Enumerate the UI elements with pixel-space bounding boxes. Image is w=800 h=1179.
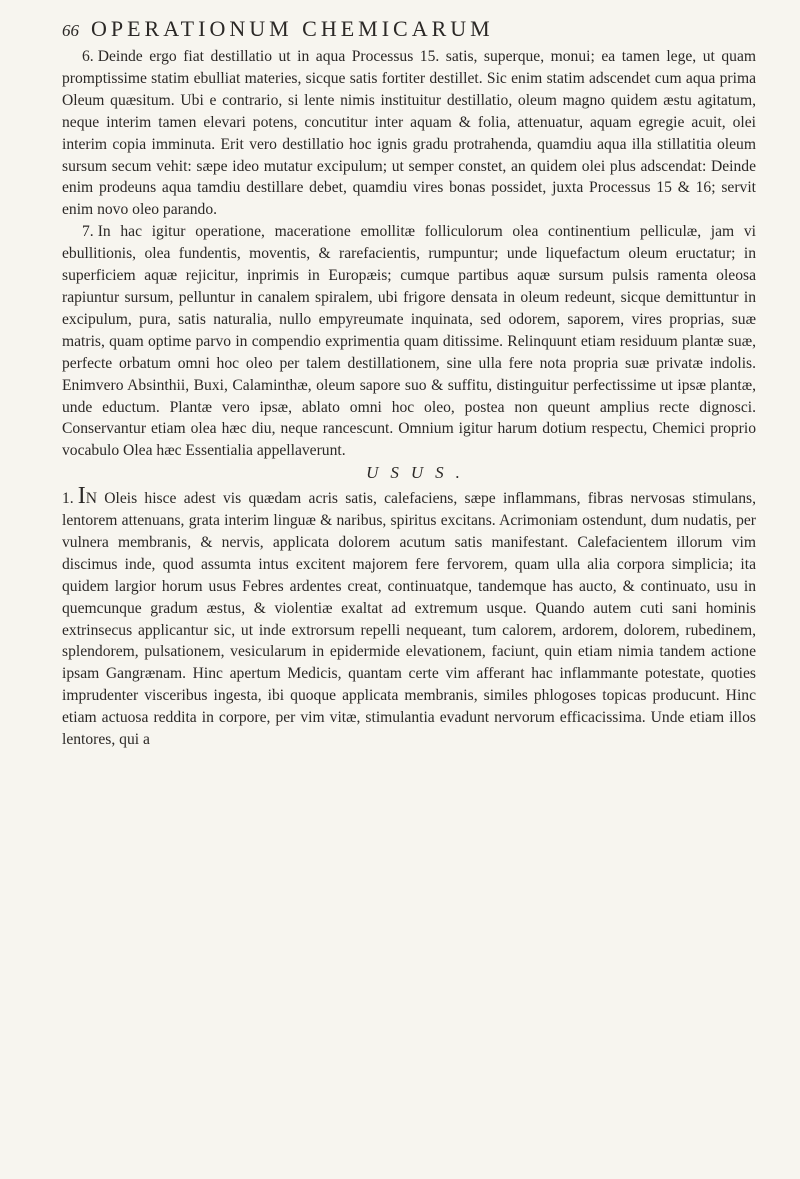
running-head [62, 16, 762, 42]
paragraph-text: N Oleis hisce adest vis quædam acris satis, calefaciens, sæpe inflammans, fibras nervosas stimulans, lentorem attenuans, grata interim linguæ & naribus, spiritus excitans. Acrimoniam ostendunt, dum nudatis, per vulnera membranis, & nervis, applicata dolorem acutum satis manifestant. Calefacientem illorum vim discimus inde, quod assumta intus excitent majorem fere fervorem, quam ulla alia corpora simplicia; ita quidem largior horum usus Febres ardentes creat, continuatque, tandemque has aucto, & continuato, usu in quemcunque gradum æstus, & violentiæ exaltat ad extremum usque. Quando autem cuti sani hominis extrinsecus applicantur sic, ut inde extrorsum repelli nequeant, tum calorem, ardorem, dolorem, rubedinem, splendorem, pulsationem, vesicularum in epidermide elevationem, faciunt, quin etiam nimia tandem actione ipsam Gangrænam. Hinc apertum Medicis, quantam certe vim afferant hac inflammante potestate, quoties imprudenter visceribus ingesta, ibi quoque applicata membranis, similes phlogoses topicas producunt. Hinc etiam actuosa reddita in corpore, per vim vitæ, stimulantia evadunt nervorum efficacissima. Unde etiam illos lentores, qui a [62, 490, 756, 749]
paragraph-number: 6. [82, 48, 94, 65]
paragraph-6 [62, 46, 756, 221]
drop-cap: I [77, 483, 86, 510]
body-text [62, 46, 756, 751]
paragraph-text: In hac igitur operatione, maceratione emollitæ folliculorum olea continentium pelliculæ, jam vi ebullitionis, olea fundentis, moventis, & rarefacientis, rumpuntur; unde liquefactum oleum eructatur; in superficiem aquæ rejicitur, inprimis in Europæis; cumque partibus aquæ sursum pulsis ramenta oleosa rapiuntur sursum, pelluntur in canalem spiralem, ubi frigore densata in oleum redeunt, sicque demittuntur in excipulum, pura, satis naturalia, nullo empyreumate inquinata, sed odorem, saporem, vires proprias, suæ matris, quam optime parvo in compendio exprimentia quam ditissime. Relinquunt etiam residuum plantæ suæ, perfecte orbatum omni hoc oleo per talem destillationem, sine ulla fere nota propria suæ privatæ indolis. Enimvero Absinthii, Buxi, Calaminthæ, oleum sapore suo & suffitu, distinguitur perfectissime ut ipsæ plantæ, unde eductum. Plantæ vero ipsæ, ablato omni hoc oleo, postea non queunt amplius recte dignosci. Conservantur etiam olea hæc diu, neque rancescunt. Omnium igitur harum dotium respectu, Chemici proprio vocabulo Olea hæc Essentialia appellaverunt. [62, 223, 756, 460]
paragraph-7 [62, 221, 756, 462]
usus-paragraph-1 [62, 484, 756, 751]
page-number: 66 [62, 21, 79, 40]
running-title: OPERATIONUM CHEMICARUM [91, 16, 494, 41]
section-heading-usus: USUS. [366, 463, 472, 483]
paragraph-number: 1. [62, 490, 74, 508]
paragraph-text: Deinde ergo fiat destillatio ut in aqua Processus 15. satis, superque, monui; ea tamen lege, ut quam promptissime statim ebulliat materies, sicque satis fortiter destillet. Sic enim statim adscendet cum aqua prima Oleum quæsitum. Ubi e contrario, si lente nimis instituitur destillatio, oleum magno quidem æstu agitatum, neque interim tamen elevari potens, concutitur inter aquam & folia, attenuatur, aquam egregie acuit, olei interim copia imminuta. Erit vero destillatio hoc ignis gradu protrahenda, quamdiu aqua illa stillatitia oleum sursum secum vehit: sæpe ideo mutatur excipulum; ut semper constet, an quidem olei plus adscendat: Deinde enim prodeuns aqua tamdiu destillare debet, quamdiu vires bonas possidet, juxta Processus 15 & 16; servit enim novo oleo parando. [62, 48, 756, 219]
paragraph-number: 7. [82, 223, 94, 241]
